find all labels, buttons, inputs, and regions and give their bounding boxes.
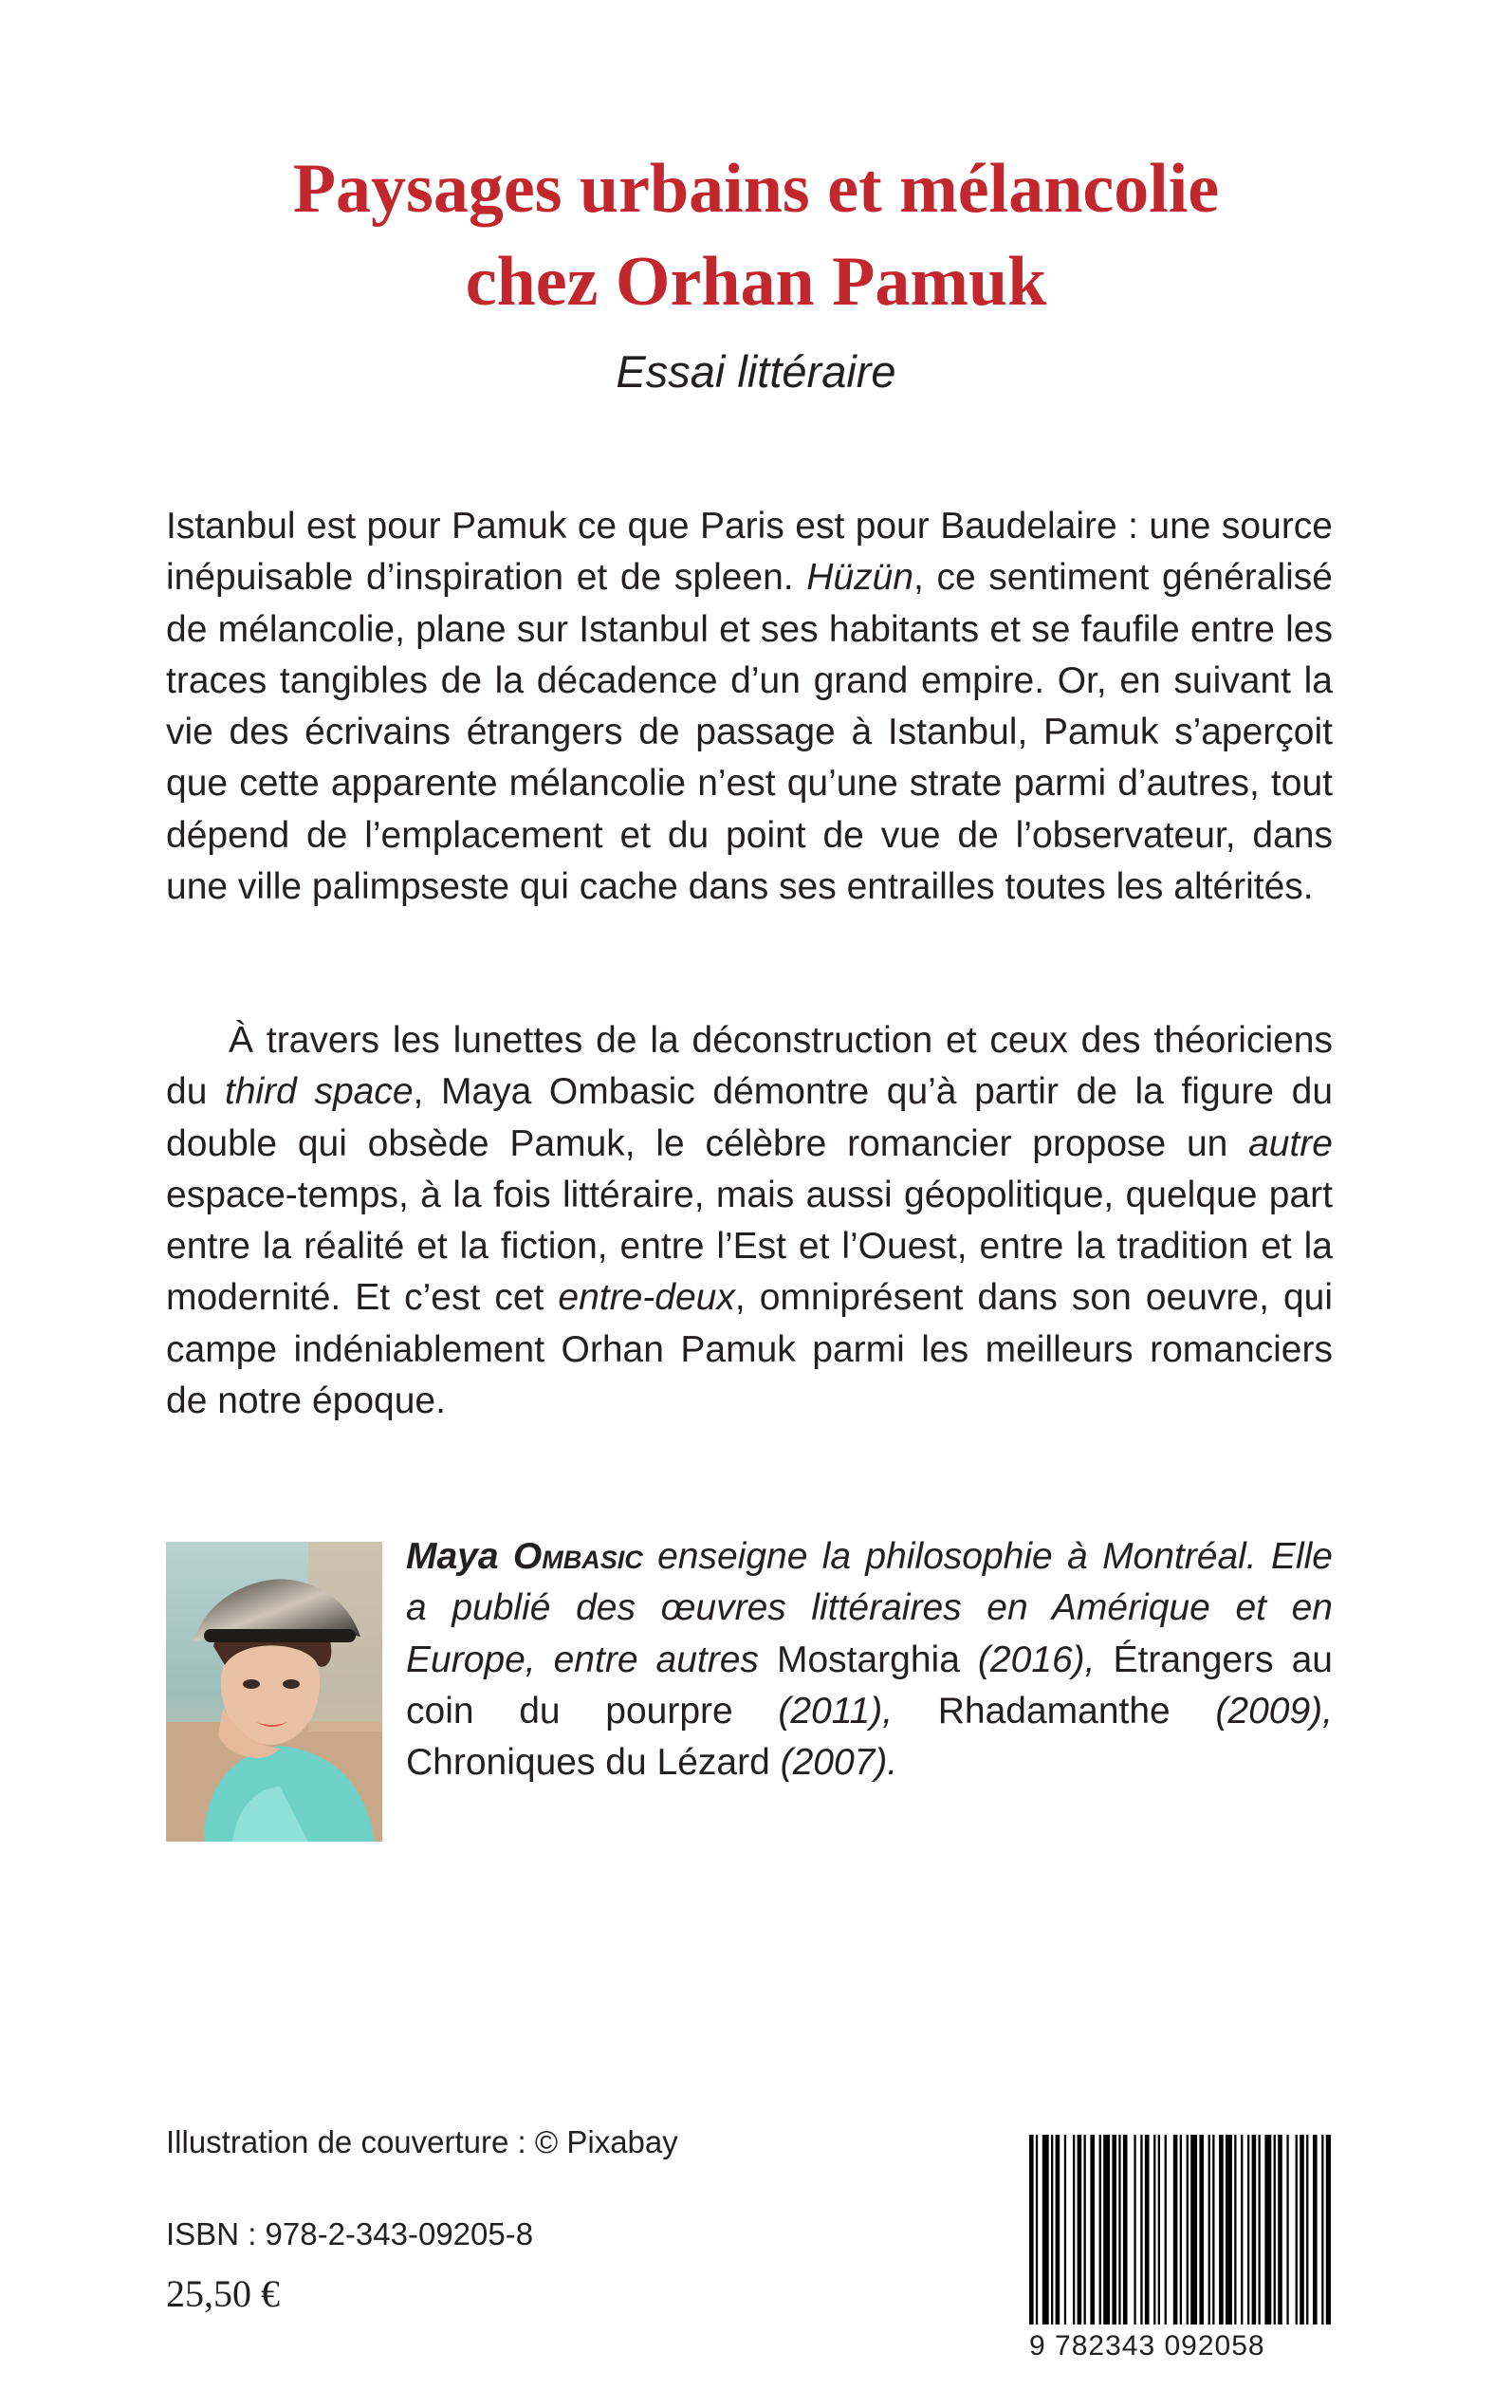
book-year: (2007).	[769, 1742, 898, 1784]
summary-text: , Maya Ombasic démontre qu’à partir de la figure du double qui obsède Pamuk, le célèbre romancier propose un	[166, 1071, 1334, 1164]
author-bio	[406, 1531, 1333, 1788]
barcode-bar	[1180, 2135, 1182, 2325]
barcode-bar	[1073, 2135, 1075, 2325]
barcode-bar	[1078, 2135, 1082, 2325]
barcode-bar	[1103, 2135, 1110, 2325]
barcode-bar	[1264, 2135, 1271, 2325]
book-title-chroniques: Chroniques du Lézard	[406, 1742, 770, 1784]
bio-text: enseigne la philosophie à Montréal. Elle a publié des œuvres littéraires en Amérique et en Europe, entre autres	[406, 1536, 1333, 1680]
barcode-bar	[1274, 2135, 1276, 2325]
barcode-bar	[1212, 2135, 1214, 2325]
barcode-bar	[1036, 2135, 1038, 2325]
barcode-bar	[1219, 2135, 1224, 2325]
barcode-bar	[1140, 2135, 1142, 2325]
barcode-bar	[1165, 2135, 1167, 2325]
barcode-bar	[1042, 2135, 1049, 2325]
barcode-bar	[1247, 2135, 1249, 2325]
author-photo-illustration	[166, 1542, 382, 1842]
barcode-bar	[1123, 2135, 1128, 2325]
summary-text: Istanbul est pour Pamuk ce que Paris est pour Baudelaire : une source inépuisable d’inspiration et de spleen.	[166, 506, 1333, 599]
book-year: (2011),	[732, 1690, 938, 1732]
emphasis-third-space: third space	[224, 1071, 414, 1113]
barcode	[1029, 2135, 1331, 2361]
barcode-bar	[1241, 2135, 1243, 2325]
author-photo	[166, 1542, 382, 1842]
barcode-bar	[1208, 2135, 1210, 2325]
emphasis-autre: autre	[1248, 1122, 1333, 1164]
barcode-bar	[1234, 2135, 1236, 2325]
barcode-bar	[1173, 2135, 1178, 2325]
emphasis-entre-deux: entre-deux	[558, 1277, 735, 1319]
book-title-line-1: Paysages urbains et mélancolie	[292, 150, 1220, 228]
book-year: (2016),	[959, 1639, 1114, 1680]
isbn: ISBN : 978-2-343-09205-8	[166, 2216, 534, 2251]
barcode-bar	[1099, 2135, 1101, 2325]
barcode-digits: 9 782343 092058	[1029, 2330, 1265, 2362]
barcode-bar	[1296, 2135, 1298, 2325]
barcode-bar	[1153, 2135, 1155, 2325]
barcode-bar	[1286, 2135, 1288, 2325]
book-title-etrangers: Étrangers au coin du pourpre	[406, 1639, 1333, 1732]
barcode-bar	[1112, 2135, 1116, 2325]
barcode-bar	[1084, 2135, 1086, 2325]
barcode-bar	[1259, 2135, 1261, 2325]
barcode-bar	[1300, 2135, 1304, 2325]
barcode-bar	[1226, 2135, 1232, 2325]
barcode-bar	[1090, 2135, 1095, 2325]
barcode-bar	[1145, 2135, 1150, 2325]
barcode-bar	[1278, 2135, 1282, 2325]
barcode-bar	[1187, 2135, 1189, 2325]
summary-paragraph-1	[166, 501, 1333, 913]
barcode-bar	[1321, 2135, 1323, 2325]
barcode-bar	[1313, 2135, 1318, 2325]
author-last-name: Ombasic	[512, 1536, 643, 1577]
barcode-bar	[1326, 2135, 1331, 2325]
cover-credit: Illustration de couverture : © Pixabay	[166, 2124, 678, 2159]
author-first-name: Maya	[406, 1536, 499, 1577]
barcode-bar	[1199, 2135, 1204, 2325]
book-title-mostarghia: Mostarghia	[776, 1639, 960, 1680]
barcode-bar	[1056, 2135, 1060, 2325]
barcode-bar	[1190, 2135, 1197, 2325]
barcode-bar	[1064, 2135, 1066, 2325]
barcode-bar	[1118, 2135, 1120, 2325]
summary-paragraph-2	[166, 1015, 1333, 1427]
barcode-bar	[1134, 2135, 1135, 2325]
summary-text: espace-temps, à la fois littéraire, mais aussi géopolitique, quelque part entre la réalité et la fiction, entre l’Est et l’Ouest, entre la tradition et la modernité. Et c’est cet	[166, 1174, 1333, 1319]
barcode-bar	[1306, 2135, 1308, 2325]
barcode-bar	[1158, 2135, 1160, 2325]
barcode-bar	[1051, 2135, 1053, 2325]
summary-text: , ce sentiment généralisé de mélancolie, plane sur Istanbul et ses habitants et se faufile entre les traces tangibles de la décadence d’un grand empire. Or, en suivant la vie des écrivains étrangers de passage à Istanbul, Pamuk s’aperçoit que cette apparente mélancolie n’est qu’une strate parmi d’autres, tout dépend de l’emplacement et du point de vue de l’observateur, dans une ville palimpseste qui cache dans ses entrailles toutes les altérités.	[166, 557, 1333, 908]
book-year: (2009),	[1170, 1690, 1333, 1732]
price: 25,50 €	[166, 2272, 280, 2315]
barcode-bars	[1029, 2135, 1331, 2325]
summary-text: , omniprésent dans son oeuvre, qui campe indéniablement Orhan Pamuk parmi les meilleurs romanciers de notre époque.	[166, 1277, 1333, 1422]
book-title-line-2: chez Orhan Pamuk	[465, 243, 1047, 321]
barcode-bar	[1252, 2135, 1257, 2325]
summary-text: À travers les lunettes de la déconstruction et ceux des théoriciens du	[166, 1020, 1333, 1113]
barcode-bar	[1029, 2135, 1034, 2325]
book-subtitle: Essai littéraire	[616, 346, 896, 397]
book-title-rhadamanthe: Rhadamanthe	[937, 1690, 1171, 1732]
emphasis-huzun: Hüzün	[806, 557, 914, 599]
book-title	[0, 142, 1512, 328]
